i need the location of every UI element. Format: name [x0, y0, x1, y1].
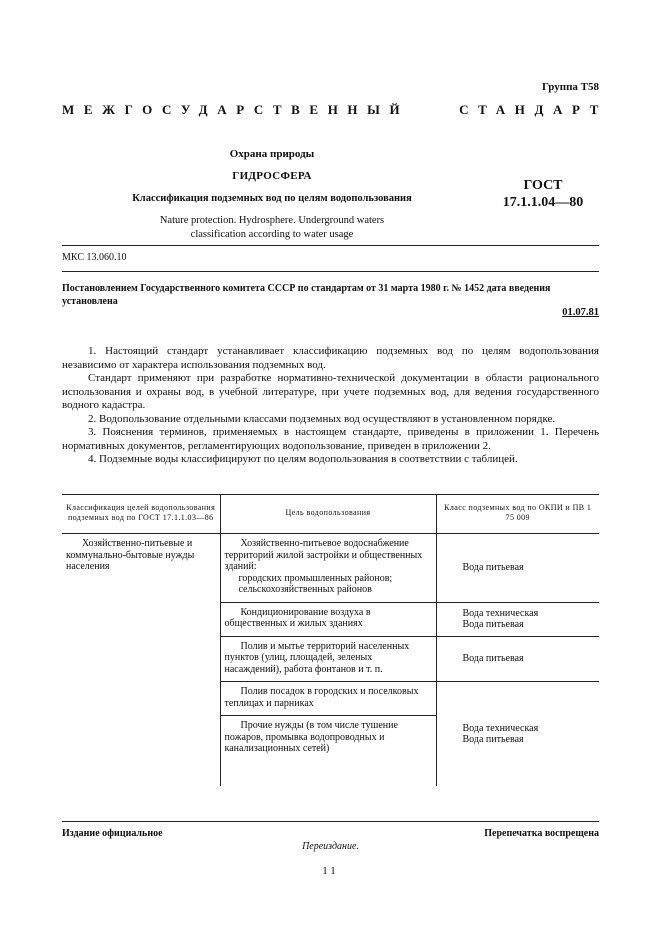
classification-table [62, 494, 599, 786]
paragraph-1: 1. Настоящий стандарт устанавливает классификацию подземных вод по целям водопользования независимо от характера использования подземных вод. [62, 345, 599, 371]
official-edition-label: Издание официальное [62, 828, 163, 839]
water-class-text: Вода питьевая [462, 619, 524, 630]
divider-top [62, 245, 599, 246]
body-text [62, 345, 599, 467]
reprint-prohibited-label: Перепечатка воспрещена [484, 828, 599, 839]
gost-number: 17.1.1.04—80 [502, 195, 584, 210]
paragraph-2: Стандарт применяют при разработке нормативно-технической документации в области рационального использования и охраны вод, в учебной литературе, при учете подземных вод, для ведения государственного водного кадастра. [62, 372, 599, 411]
purpose-subitem: сельскохозяйственных районов [238, 584, 372, 595]
header-water-class: Класс подземных вод по ОКПИ и ПВ 1 75 009 [436, 495, 599, 534]
group-code: Группа Т58 [541, 81, 599, 93]
gost-label: ГОСТ [523, 178, 563, 193]
standard-banner [62, 102, 608, 118]
effective-date: 01.07.81 [562, 307, 599, 318]
water-class-cell [436, 602, 599, 636]
banner-word-interstate: МЕЖГОСУДАРСТВЕННЫЙ [62, 102, 410, 117]
purpose-subitem: городских промышленных районов; [238, 572, 393, 584]
category-cell: Хозяйственно-питьевые и коммунально-бытовые нужды населения [66, 538, 195, 572]
mks-code: МКС 13.060.10 [62, 252, 127, 263]
divider-footer [62, 821, 599, 822]
divider-mks [62, 271, 599, 272]
purpose-cell: Кондиционирование воздуха в общественных и жилых зданиях [220, 602, 436, 636]
table-row [62, 534, 599, 603]
water-class-cell [436, 534, 599, 603]
paragraph-3: 2. Водопользование отдельными классами подземных вод осуществляют в установленном порядке. [88, 412, 556, 425]
header-classification: Классификация целей водопользования подземных вод по ГОСТ 17.1.1.03—86 [62, 495, 220, 534]
decree-text: Постановлением Государственного комитета СССР по стандартам от 31 марта 1980 г. № 1452 дата введения установлена [62, 283, 551, 307]
page-number: 11 [322, 865, 339, 877]
purpose-cell: Прочие нужды (в том числе тушение пожаров, промывка водопроводных и канализационных сетей) [220, 716, 436, 787]
english-title-line1: Nature protection. Hydrosphere. Underground waters [159, 215, 385, 226]
water-class-text: Вода питьевая [462, 734, 524, 745]
water-class-cell [436, 682, 599, 787]
field-heading: Охрана природы [229, 148, 315, 160]
table-header-row [62, 495, 599, 534]
water-class-text: Вода техническая [462, 722, 539, 734]
purpose-text: Хозяйственно-питьевое водоснабжение территорий жилой застройки и общественных зданий: [224, 538, 423, 572]
purpose-cell [220, 534, 436, 603]
water-class-cell [436, 636, 599, 682]
paragraph-4: 3. Пояснения терминов, применяемых в настоящем стандарте, приведены в приложении 1. Перечень нормативных документов, регламентирующих водопользование, приведен в приложении 2. [62, 426, 599, 452]
water-class-text: Вода техническая [462, 607, 539, 619]
water-class-text: Вода питьевая [462, 562, 524, 573]
purpose-cell: Полив посадок в городских и поселковых теплицах и парниках [220, 682, 436, 716]
banner-word-standard: СТАНДАРТ [459, 102, 608, 117]
reissue-note: Переиздание. [302, 841, 359, 852]
paragraph-5: 4. Подземные воды классифицируют по целям водопользования в соответствии с таблицей. [88, 453, 518, 465]
english-title-line2: classification according to water usage [190, 229, 354, 240]
header-purpose: Цель водопользования [220, 495, 436, 534]
purpose-cell: Полив и мытье территорий населенных пунктов (улиц, площадей, зеленых насаждений), работа фонтанов и т. п. [220, 636, 436, 682]
water-class-text: Вода питьевая [462, 653, 524, 664]
document-title: Классификация подземных вод по целям водопользования [132, 193, 412, 204]
section-heading: ГИДРОСФЕРА [232, 170, 312, 182]
